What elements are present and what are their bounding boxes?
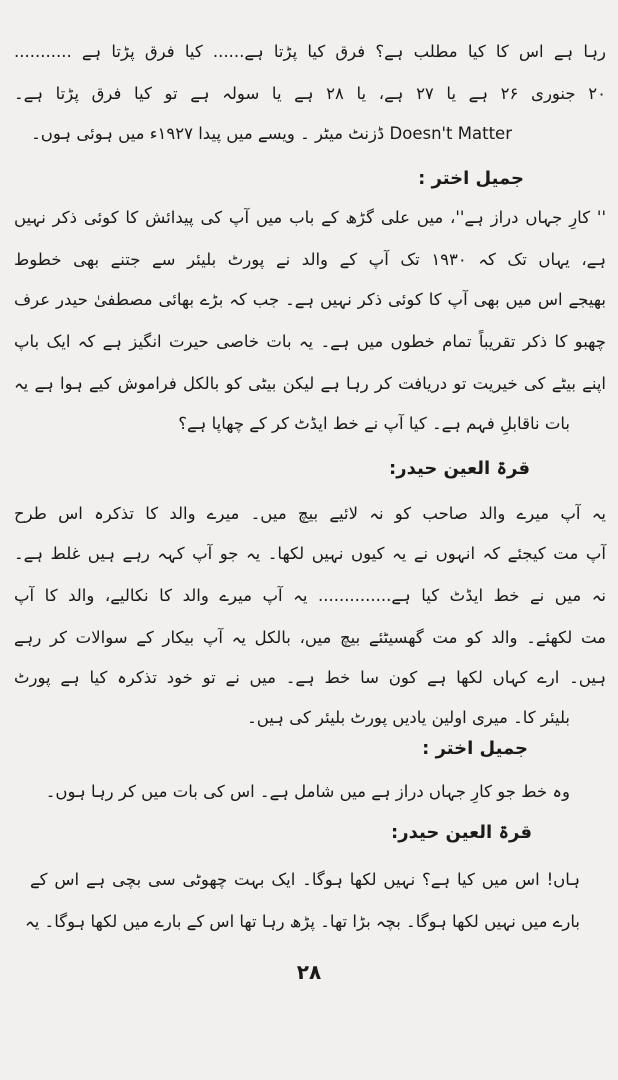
- speaker-heading-jameel-2: جمیل اختر :: [422, 738, 528, 759]
- question-1-line-5: اپنے بیٹے کی خیریت تو دریافت کر رہا ہے لیکن بیٹی کو بالکل فراموش کیے ہوا ہے یہ: [14, 374, 606, 393]
- question-1-line-6: بات ناقابلِ فہم ہے۔ کیا آپ نے خط ایڈٹ کر کے چھاپا ہے؟: [178, 414, 570, 433]
- answer-2-line-1: ہاں! اس میں کیا ہے؟ نہیں لکھا ہوگا۔ ایک بہت چھوٹی سی بچی ہے اس کے: [30, 870, 580, 889]
- answer-1-line-2: آپ مت کیجئے کہ انہوں نے یہ کیوں نہیں لکھا۔ یہ جو آپ کہہ رہے ہیں غلط ہے۔: [14, 544, 606, 563]
- question-2-line-1: وہ خط جو کارِ جہاں دراز ہے میں شامل ہے۔ اس کی بات میں کر رہا ہوں۔: [45, 782, 570, 801]
- answer-2-line-2: بارے میں نہیں لکھا ہوگا۔ بچہ بڑا تھا۔ پڑھ رہا تھا اس کے بارے میں لکھا ہوگا۔ یہ: [25, 912, 580, 931]
- question-1-line-4: چھبو کا ذکر تقریباً تمام خطوں میں ہے۔ یہ بات خاصی حیرت انگیز ہے کہ ایک باپ: [14, 332, 606, 351]
- answer-1-line-5: ہیں۔ ارے کہاں لکھا ہے کون سا خط ہے۔ میں نے تو خود تذکرہ کیا ہے پورٹ: [14, 668, 606, 687]
- english-phrase: Doesn't Matter: [389, 124, 512, 143]
- answer-1-line-1: یہ آپ میرے والد صاحب کو نہ لائیے بیچ میں۔ میرے والد کا تذکرہ اس طرح: [14, 504, 606, 523]
- speaker-heading-jameel-1: جمیل اختر :: [418, 168, 524, 189]
- intro-line-1: رہا ہے اس کا کیا مطلب ہے؟ فرق کیا پڑتا ہے...... کیا فرق پڑتا ہے ...........: [14, 42, 606, 61]
- intro-line-3-text: ڈزنٹ میٹر ۔ ویسے میں پیدا ۱۹۲۷ء میں ہوئی ہوں۔: [31, 124, 385, 143]
- page-number: ۲۸: [296, 960, 322, 984]
- speaker-heading-qurratulain-1: قرۃ العین حیدر:: [389, 458, 530, 479]
- question-1-line-3: بھیجے اس میں بھی آپ کا کوئی ذکر نہیں ہے۔ جب کہ بڑے بھائی مصطفیٰ حیدر عرف: [14, 290, 606, 309]
- intro-line-3: [31, 124, 512, 143]
- answer-1-line-6: بلیئر کا۔ میری اولین یادیں پورٹ بلیئر کی ہیں۔: [247, 708, 570, 727]
- intro-line-2: ۲۰ جنوری ۲۶ ہے یا ۲۷ ہے، یا ۲۸ ہے یا سولہ ہے تو کیا فرق پڑتا ہے۔: [14, 84, 606, 103]
- question-1-line-1: '' کارِ جہاں دراز ہے''، میں علی گڑھ کے باب میں آپ کی پیدائش کا کوئی ذکر نہیں: [14, 208, 606, 227]
- speaker-heading-qurratulain-2: قرۃ العین حیدر:: [391, 822, 532, 843]
- question-1-line-2: ہے، یہاں تک کہ ۱۹۳۰ تک آپ کے والد نے پورٹ بلیئر سے جتنے بھی خطوط: [14, 250, 606, 269]
- answer-1-line-4: مت لکھئے۔ والد کو مت گھسیٹئے بیچ میں، بالکل یہ آپ بیکار کے سوالات کر رہے: [14, 628, 606, 647]
- answer-1-line-3: نہ میں نے خط ایڈٹ کیا ہے.............. یہ آپ میرے والد کا نکالیے، والد کا آپ: [14, 586, 606, 605]
